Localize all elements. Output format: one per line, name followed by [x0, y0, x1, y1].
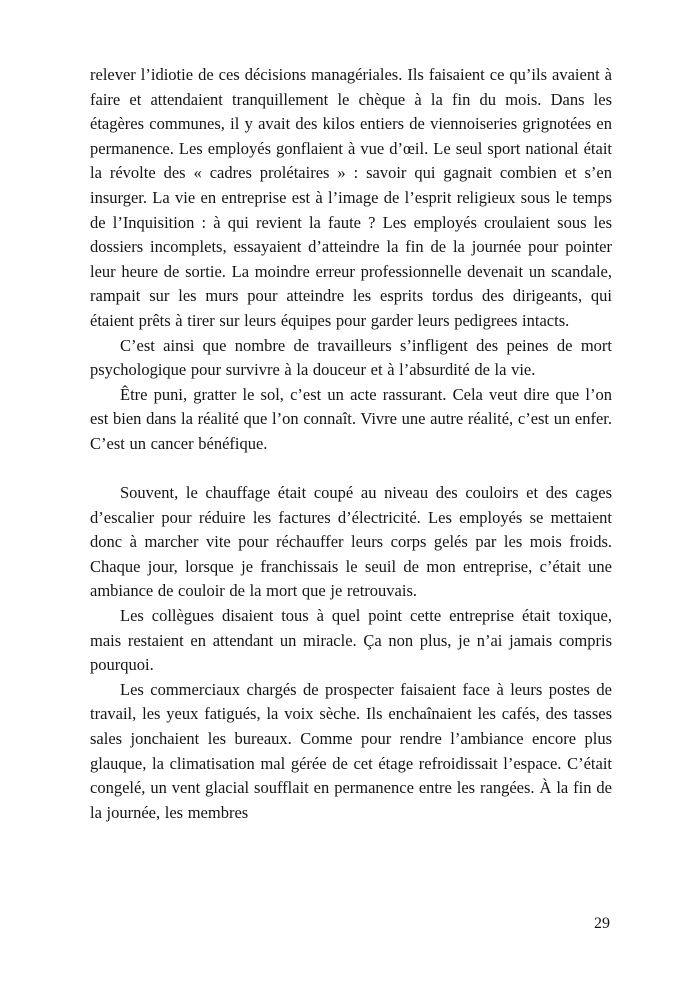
page-text-block: [90, 63, 612, 825]
paragraph: Souvent, le chauffage était coupé au niveau des couloirs et des cages d’escalier pour réduire les factures d’électricité. Les employés se mettaient donc à marcher vite pour réchauffer leurs corps gelés par les mois froids. Chaque jour, lorsque je franchissais le seuil de mon entreprise, c’était une ambiance de couloir de la mort que je retrouvais.: [90, 483, 612, 601]
page-number: 29: [594, 915, 610, 932]
paragraph: Les commerciaux chargés de prospecter faisaient face à leurs postes de travail, les yeux fatigués, la voix sèche. Ils enchaînaient les cafés, des tasses sales jonchaient les bureaux. Comme pour rendre l’ambiance encore plus glauque, la climatisation mal gérée de cet étage refroidissait l’espace. C’était congelé, un vent glacial soufflait en permanence entre les rangées. À la fin de la journée, les membres: [90, 679, 612, 822]
paragraph: C’est ainsi que nombre de travailleurs s’infligent des peines de mort psychologique pour survivre à la douceur et à l’absurdité de la vie.: [90, 335, 612, 380]
paragraph: Être puni, gratter le sol, c’est un acte rassurant. Cela veut dire que l’on est bien dans la réalité que l’on connaît. Vivre une autre réalité, c’est un enfer. C’est un cancer bénéfique.: [90, 384, 612, 453]
paragraph: relever l’idiotie de ces décisions managériales. Ils faisaient ce qu’ils avaient à faire et attendaient tranquillement le chèque à la fin du mois. Dans les étagères communes, il y avait des kilos entiers de viennoiseries grignotées en permanence. Les employés gonflaient à vue d’œil. Le seul sport national était la révolte des « cadres prolétaires » : savoir qui gagnait combien et s’en insurger. La vie en entreprise est à l’image de l’esprit religieux sous le temps de l’Inquisition : à qui revient la faute ? Les employés croulaient sous les dossiers incomplets, essayaient d’atteindre la fin de la journée pour pointer leur heure de sortie. La moindre erreur professionnelle devenait un scandale, rampait sur les murs pour atteindre les esprits tordus des dirigeants, qui étaient prêts à tirer sur leurs équipes pour garder leurs pedigrees intacts.: [90, 65, 612, 330]
paragraph: Les collègues disaient tous à quel point cette entreprise était toxique, mais restaient en attendant un miracle. Ça non plus, je n’ai jamais compris pourquoi.: [90, 606, 612, 675]
